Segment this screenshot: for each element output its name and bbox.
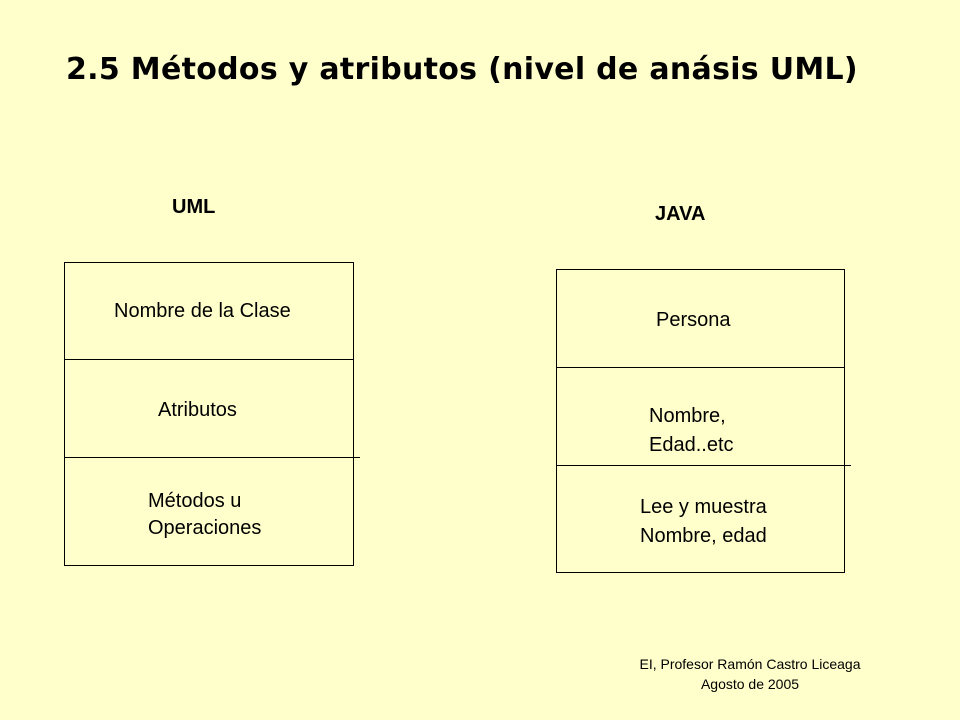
java-name-divider xyxy=(556,367,844,368)
java-attributes-divider xyxy=(556,465,851,466)
uml-heading: UML xyxy=(172,196,216,218)
java-class-name: Persona xyxy=(656,309,731,331)
uml-methods-line1: Métodos u xyxy=(148,490,242,512)
java-heading: JAVA xyxy=(655,203,706,225)
footer-date: Agosto de 2005 xyxy=(700,676,800,692)
footer-credit xyxy=(600,654,900,694)
uml-attributes-label: Atributos xyxy=(158,399,237,421)
java-methods-line1: Lee y muestra xyxy=(640,496,767,518)
uml-name-divider xyxy=(64,359,353,360)
footer-author: EI, Profesor Ramón Castro Liceaga xyxy=(639,656,861,672)
uml-class-name: Nombre de la Clase xyxy=(114,300,291,322)
slide-title: 2.5 Métodos y atributos (nivel de anásis UML) xyxy=(66,52,858,87)
uml-methods-line2: Operaciones xyxy=(148,517,262,539)
java-attributes-line1: Nombre, xyxy=(649,405,726,427)
java-attributes-line2: Edad..etc xyxy=(649,434,734,456)
java-methods-line2: Nombre, edad xyxy=(640,525,767,547)
uml-attributes-divider xyxy=(64,457,360,458)
